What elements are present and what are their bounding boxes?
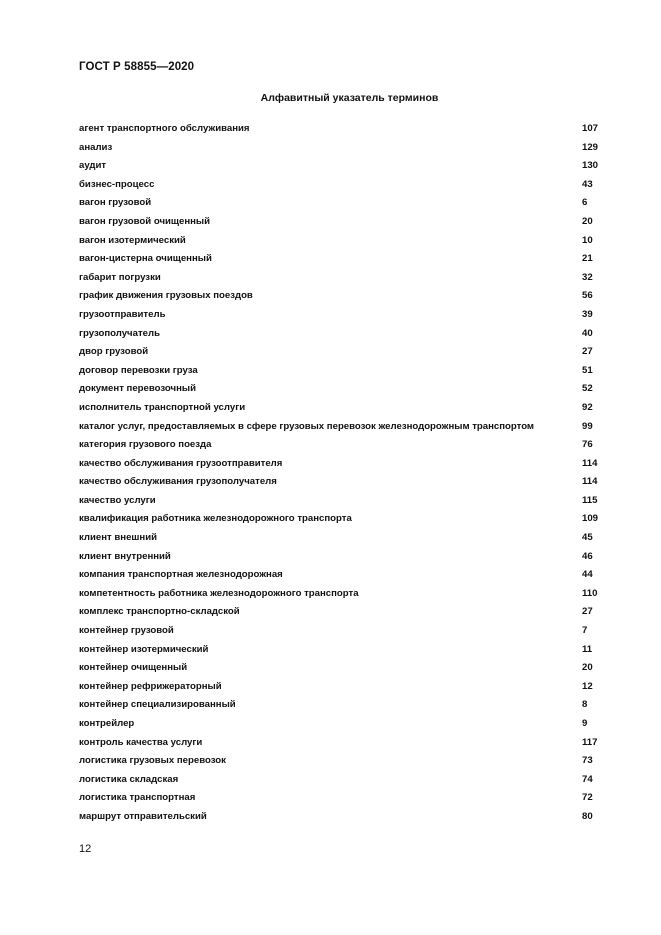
- index-term: логистика грузовых перевозок: [79, 755, 226, 767]
- index-page-ref: 21: [582, 253, 593, 265]
- index-page-ref: 72: [582, 792, 593, 804]
- document-header: ГОСТ Р 58855—2020: [79, 61, 195, 73]
- index-term: компания транспортная железнодорожная: [79, 569, 283, 581]
- index-entry: [79, 306, 619, 325]
- index-term: клиент внутренний: [79, 550, 171, 562]
- index-entry: [79, 213, 619, 232]
- page-number: 12: [79, 843, 92, 855]
- index-term: вагон-цистерна очищенный: [79, 253, 212, 265]
- index-page-ref: 52: [582, 383, 593, 395]
- index-entry: [79, 418, 619, 437]
- index-term: комплекс транспортно-складской: [79, 606, 240, 618]
- index-entry: [79, 380, 619, 399]
- index-term: логистика складская: [79, 773, 179, 785]
- index-entry: [79, 232, 619, 251]
- index-term: компетентность работника железнодорожного транспорта: [79, 587, 359, 599]
- index-entry: [79, 176, 619, 195]
- index-term: контейнер рефрижераторный: [79, 680, 222, 692]
- index-page-ref: 130: [582, 160, 599, 172]
- index-term: качество услуги: [79, 494, 156, 506]
- index-term: квалификация работника железнодорожного транспорта: [79, 513, 352, 525]
- index-page-ref: 8: [582, 699, 588, 711]
- index-page-ref: 76: [582, 439, 593, 451]
- term-index-list: [79, 120, 619, 827]
- index-page-ref: 20: [582, 662, 593, 674]
- index-page-ref: 114: [582, 457, 598, 469]
- index-page-ref: 12: [582, 680, 593, 692]
- index-entry: [79, 194, 619, 213]
- index-entry: [79, 492, 619, 511]
- index-entry: [79, 473, 619, 492]
- index-term: контейнер специализированный: [79, 699, 236, 711]
- index-entry: [79, 603, 619, 622]
- index-page-ref: 51: [582, 364, 593, 376]
- index-entry: [79, 510, 619, 529]
- index-page-ref: 20: [582, 215, 593, 227]
- index-entry: [79, 269, 619, 288]
- index-entry: [79, 641, 619, 660]
- index-term: документ перевозочный: [79, 383, 196, 395]
- index-page-ref: 45: [582, 532, 593, 544]
- index-page-ref: 27: [582, 606, 593, 618]
- index-page-ref: 39: [582, 308, 593, 320]
- index-entry: [79, 715, 619, 734]
- index-entry: [79, 548, 619, 567]
- index-page-ref: 74: [582, 773, 593, 785]
- index-entry: [79, 343, 619, 362]
- index-term: анализ: [79, 141, 113, 153]
- index-term: качество обслуживания грузоотправителя: [79, 457, 283, 469]
- index-entry: [79, 287, 619, 306]
- index-term: качество обслуживания грузополучателя: [79, 476, 277, 488]
- index-entry: [79, 808, 619, 827]
- index-term: вагон грузовой: [79, 197, 152, 209]
- index-entry: [79, 529, 619, 548]
- index-term: грузополучатель: [79, 327, 160, 339]
- index-page-ref: 46: [582, 550, 593, 562]
- index-page-ref: 7: [582, 625, 588, 637]
- index-page-ref: 6: [582, 197, 588, 209]
- index-page-ref: 27: [582, 346, 593, 358]
- index-page-ref: 110: [582, 587, 598, 599]
- index-entry: [79, 157, 619, 176]
- index-entry: [79, 455, 619, 474]
- index-term: вагон изотермический: [79, 234, 186, 246]
- index-page-ref: 99: [582, 420, 593, 432]
- index-page-ref: 9: [582, 718, 588, 729]
- index-page-ref: 115: [582, 494, 598, 506]
- index-entry: [79, 436, 619, 455]
- index-page-ref: 43: [582, 178, 593, 190]
- index-term: клиент внешний: [79, 532, 158, 544]
- index-term: контрейлер: [79, 718, 135, 729]
- index-entry: [79, 399, 619, 418]
- index-term: каталог услуг, предоставляемых в сфере грузовых перевозок железнодорожным транспортом: [79, 420, 535, 432]
- index-page-ref: 80: [582, 810, 593, 822]
- index-term: аудит: [79, 160, 107, 172]
- index-entry: [79, 659, 619, 678]
- index-entry: [79, 325, 619, 344]
- index-entry: [79, 734, 619, 753]
- index-term: бизнес-процесс: [79, 178, 155, 190]
- index-entry: [79, 585, 619, 604]
- index-entry: [79, 696, 619, 715]
- index-entry: [79, 678, 619, 697]
- index-term: контейнер грузовой: [79, 625, 174, 637]
- index-entry: [79, 789, 619, 808]
- index-term: контроль качества услуги: [79, 736, 203, 748]
- index-term: грузоотправитель: [79, 308, 166, 320]
- index-term: агент транспортного обслуживания: [79, 123, 250, 134]
- index-term: двор грузовой: [79, 346, 149, 358]
- index-page-ref: 109: [582, 513, 599, 525]
- index-term: габарит погрузки: [79, 271, 161, 283]
- index-term: маршрут отправительский: [79, 810, 207, 822]
- index-page-ref: 10: [582, 234, 593, 246]
- index-page-ref: 129: [582, 141, 599, 153]
- index-term: логистика транспортная: [79, 792, 196, 804]
- index-page-ref: 40: [582, 327, 593, 339]
- index-entry: [79, 120, 619, 139]
- index-title: Алфавитный указатель терминов: [260, 92, 439, 104]
- index-entry: [79, 362, 619, 381]
- index-term: график движения грузовых поездов: [79, 290, 253, 302]
- index-term: категория грузового поезда: [79, 439, 212, 451]
- index-term: вагон грузовой очищенный: [79, 215, 211, 227]
- index-page-ref: 56: [582, 290, 593, 302]
- index-entry: [79, 566, 619, 585]
- index-page-ref: 117: [582, 736, 598, 748]
- index-entry: [79, 771, 619, 790]
- index-page-ref: 92: [582, 401, 593, 413]
- index-term: исполнитель транспортной услуги: [79, 401, 246, 413]
- index-entry: [79, 250, 619, 269]
- index-page-ref: 32: [582, 271, 593, 283]
- index-page-ref: 114: [582, 476, 598, 488]
- index-entry: [79, 622, 619, 641]
- index-term: контейнер изотермический: [79, 643, 209, 655]
- index-page-ref: 73: [582, 755, 593, 767]
- index-page-ref: 11: [582, 643, 593, 655]
- index-page-ref: 44: [582, 569, 593, 581]
- index-entry: [79, 139, 619, 158]
- index-page-ref: 107: [582, 123, 599, 134]
- index-term: контейнер очищенный: [79, 662, 188, 674]
- index-entry: [79, 752, 619, 771]
- index-term: договор перевозки груза: [79, 364, 198, 376]
